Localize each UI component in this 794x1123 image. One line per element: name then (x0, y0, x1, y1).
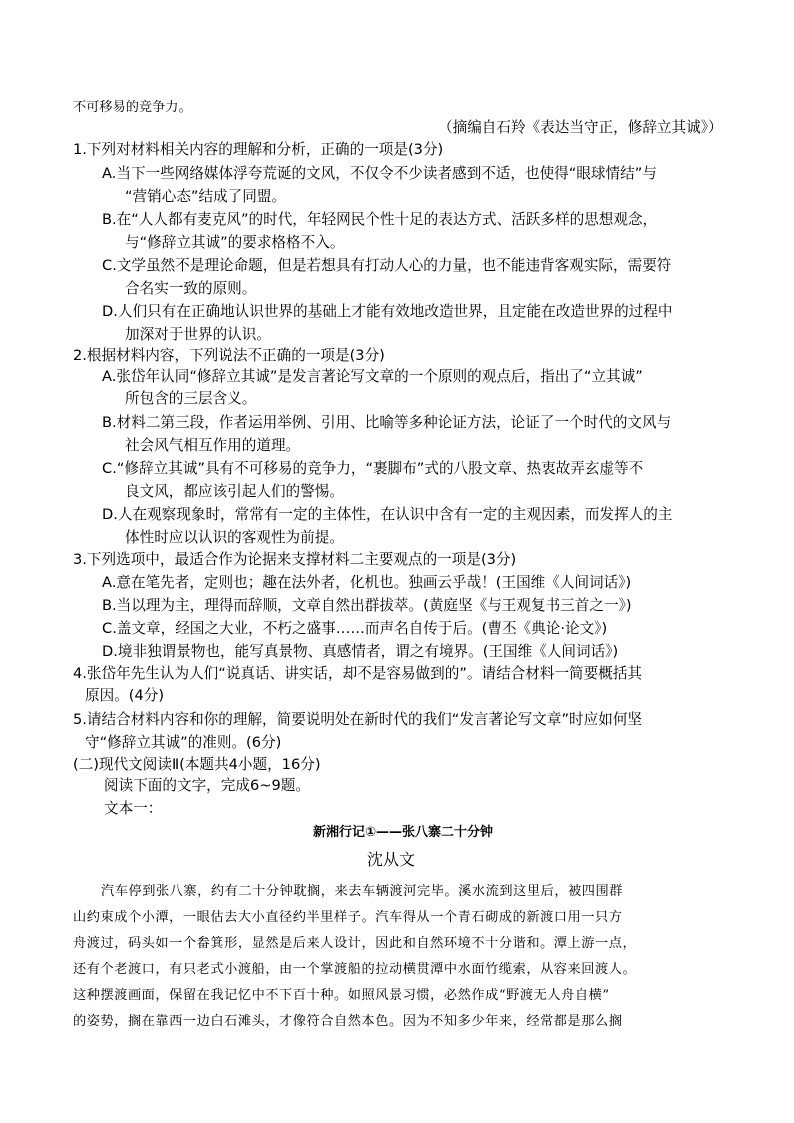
question-2-option-d-cont: 体性时应以认识的客观性为前提。 (125, 529, 344, 546)
question-5-cont: 守“修辞立其诚”的准则。(6分) (85, 734, 282, 751)
question-4: 4.张岱年先生认为人们“说真话、讲实话，却不是容易做到的”。请结合材料一简要概括其 (73, 665, 643, 682)
source-note: （摘编自石羚《表达当守正，修辞立其诚》） (438, 119, 723, 136)
story-paragraph-line: 的姿势，搁在靠西一边白石滩头，才像符合自然本色。因为不知多少年来，经常都是那么搁 (73, 1014, 623, 1029)
question-2-option-b-cont: 社会风气相互作用的道理。 (125, 437, 301, 454)
story-paragraph-line: 山约束成个小潭，一眼估去大小直径约半里样子。汽车得从一个青石砌成的新渡口用一只方 (73, 910, 623, 925)
story-paragraph-line: 舟渡过，码头如一个畚箕形，显然是后来人设计，因此和自然环境不十分谐和。潭上游一点， (73, 936, 637, 951)
story-author: 沈从文 (367, 850, 416, 869)
story-title: 新湘行记①——张八寨二十分钟 (313, 825, 494, 840)
question-2-stem: 2.根据材料内容，下列说法不正确的一项是(3分) (73, 347, 385, 364)
question-1-option-d-cont: 加深对于世界的认识。 (125, 326, 271, 343)
question-2-option-b: B.材料二第三段，作者运用举例、引用、比喻等多种论证方法，论证了一个时代的文风与 (102, 414, 672, 431)
story-paragraph-line: 这种摆渡画面，保留在我记忆中不下百十种。如照风景习惯，必然作成“野渡无人舟自横” (73, 988, 610, 1003)
question-3-option-b: B.当以理为主，理得而辞顺，文章自然出群拔萃。(黄庭坚《与王观复书三首之一》) (102, 597, 632, 614)
question-1-option-b-cont: 与“修辞立其诚”的要求格格不入。 (125, 234, 345, 251)
question-1-stem: 1.下列对材料相关内容的理解和分析，正确的一项是(3分) (73, 141, 444, 158)
question-3-stem: 3.下列选项中，最适合作为论据来支撑材料二主要观点的一项是(3分) (73, 551, 517, 568)
question-1-option-b: B.在“人人都有麦克风”的时代，年轻网民个性十足的表达方式、活跃多样的思想观念， (102, 211, 658, 228)
question-5: 5.请结合材料内容和你的理解，简要说明处在新时代的我们“发言著论写文章”时应如何坚 (73, 711, 643, 728)
question-1-option-c-cont: 合名实一致的原则。 (125, 280, 257, 297)
question-3-option-d: D.境非独谓景物也，能写真景物、真感情者，谓之有境界。(王国维《人间词话》) (102, 643, 619, 660)
question-3-option-c: C.盖文章，经国之大业，不朽之盛事……而声名自传于后。(曹丕《典论·论文》) (102, 620, 608, 637)
story-paragraph-line: 汽车停到张八寨，约有二十分钟耽搁，来去车辆渡河完毕。溪水流到这里后，被四围群 (101, 884, 624, 899)
question-2-option-a-cont: 所包含的三层含义。 (125, 390, 257, 407)
question-3-option-a: A.意在笔先者，定则也；趣在法外者，化机也。独画云乎哉！(王国维《人间词话》) (102, 574, 632, 591)
question-2-option-c: C.“修辞立其诚”具有不可移易的竞争力，“裹脚布”式的八股文章、热衷故弄玄虚等不 (102, 460, 644, 477)
question-2-option-a: A.张岱年认同“修辞立其诚”是发言著论写文章的一个原则的观点后，指出了“立其诚” (102, 368, 643, 385)
question-1-option-d: D.人们只有在正确地认识世界的基础上才能有效地改造世界，且定能在改造世界的过程中 (102, 303, 673, 320)
question-4-cont: 原因。(4分) (85, 687, 165, 704)
question-1-option-c: C.文学虽然不是理论命题，但是若想具有打动人心的力量，也不能违背客观实际，需要符 (102, 257, 672, 274)
section-2-heading: (二)现代文阅读Ⅱ(本题共4小题，16分) (73, 756, 321, 773)
story-paragraph-line: 还有个老渡口，有只老式小渡船，由一个掌渡船的拉动横贯潭中水面竹缆索，从容来回渡人。 (73, 962, 637, 977)
question-2-option-d: D.人在观察现象时，常常有一定的主体性，在认识中含有一定的主观因素，而发挥人的主 (102, 506, 673, 523)
text-one-label: 文本一： (104, 800, 163, 817)
question-1-option-a: A.当下一些网络媒体浮夸荒诞的文风，不仅令不少读者感到不适，也使得“眼球情结”与 (102, 165, 657, 182)
section-2-instruction: 阅读下面的文字，完成6~9题。 (104, 777, 310, 794)
question-2-option-c-cont: 良文风，都应该引起人们的警惕。 (125, 483, 344, 500)
question-1-option-a-cont: “营销心态”结成了同盟。 (125, 188, 287, 205)
carryover-line: 不可移易的竞争力。 (73, 100, 192, 115)
